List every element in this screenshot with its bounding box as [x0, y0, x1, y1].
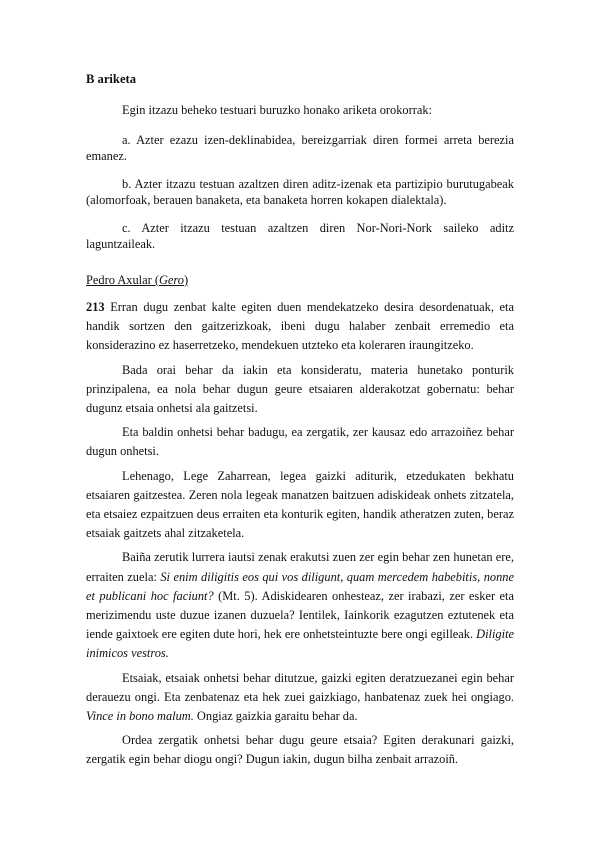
paragraph-text: Baiña zerutik lurrera iautsi zenak erakutsi zuen zer egin behar zen hunetan ere, erraiten zuela: — [86, 550, 514, 584]
paragraph-text: Etsaiak, etsaiak onhetsi behar ditutzue, gaizki egiten deratzuezanei egin behar derauezu ongi. Eta zenbatenaz eta hek zuei gaizkiago, hanbatenaz zuek hei ongiago. — [86, 670, 514, 704]
text-paragraph-1 — [86, 298, 514, 356]
latin-quote: Vince in bono malum. — [86, 709, 194, 724]
text-paragraph-7: Ordea zergatik onhetsi behar dugu geure etsaia? Egiten derakunari gaizki, zergatik egin behar diogu ongi? Dugun iakin, dugun bilha zenbait arrazoiñ. — [86, 733, 514, 767]
author-name: Pedro Axular — [86, 273, 152, 287]
latin-quote: Si enim diligitis eos qui vos diligunt, quam mercedem habebitis, nonne et publicani hoc faciunt? — [86, 569, 514, 603]
text-paragraph-4: Lehenago, Lege Zaharrean, legea gaizki aditurik, etzedukaten bekhatu etsaiaren gaitzestea. Zeren nola legeak manatzen baitzuen adiskideak onhets zitzatela, eta etsaiez ezpaitzuen deus erraiten eta konturik egiten, handik atheratzen zuten, beraz etsaiak gaitzets ahal zitzaketela. — [86, 468, 514, 541]
paragraph-text: Ongiaz gaizkia garaitu behar da. — [193, 709, 358, 724]
citation-close: ) — [183, 273, 189, 287]
text-paragraph-2: Bada orai behar da iakin eta konsideratu, materia hunetako ponturik prinzipalena, ea nola behar dugun geure etsaiaren alderakotzat gobernatu: behar dugunz etsaia onhetsi ala gaitzetsi. — [86, 362, 514, 416]
paragraph-number: 213 — [86, 300, 105, 314]
text-paragraph-5 — [86, 548, 514, 663]
exercise-b: b. Azter itzazu testuan azaltzen diren aditz-izenak eta partizipio burutugabeak (alomorfoak, berauen banaketa, eta banaketa horren kokapen dialektala). — [86, 177, 514, 207]
text-paragraph-6 — [86, 669, 514, 727]
document-page — [86, 60, 514, 775]
paragraph-text: Erran dugu zenbat kalte egiten duen mendekatzeko desira desordenatuak, eta handik sortzen den gaitzerizkoak, ibeni dugu halaber zenbait erremedio eta konsiderazino ez haserretzeko, mendekuen utzteko eta koleraren iraungitzeko. — [86, 300, 514, 353]
citation-open: ( — [151, 273, 159, 287]
paragraph-text: (Mt. 5). Adiskidearen onhesteaz, zer irabazi, zer esker eta merizimendu uste duzue izanen duzuela? Ientilek, Iainkorik ezagutzen eztutenek eta iende gaixtoek ere egiten dute hori, hek ere onhetsteintuzte bere ongi egilleak. — [86, 588, 514, 642]
latin-quote: Diligite inimicos vestros. — [86, 627, 515, 661]
section-heading: B ariketa — [86, 72, 137, 86]
exercise-a: a. Azter ezazu izen-deklinabidea, bereizgarriak diren formei arreta berezia emanez. — [86, 133, 514, 163]
text-paragraph-3: Eta baldin onhetsi behar badugu, ea zergatik, zer kausaz edo arrazoiñez behar dugun onhetsi. — [86, 425, 514, 459]
exercise-c: c. Azter itzazu testuan azaltzen diren Nor-Nori-Nork saileko aditz laguntzaileak. — [86, 221, 514, 251]
instructions-intro: Egin itzazu beheko testuari buruzko honako ariketa orokorrak: — [122, 103, 432, 117]
source-citation — [86, 272, 514, 289]
work-title: Gero — [158, 273, 184, 287]
